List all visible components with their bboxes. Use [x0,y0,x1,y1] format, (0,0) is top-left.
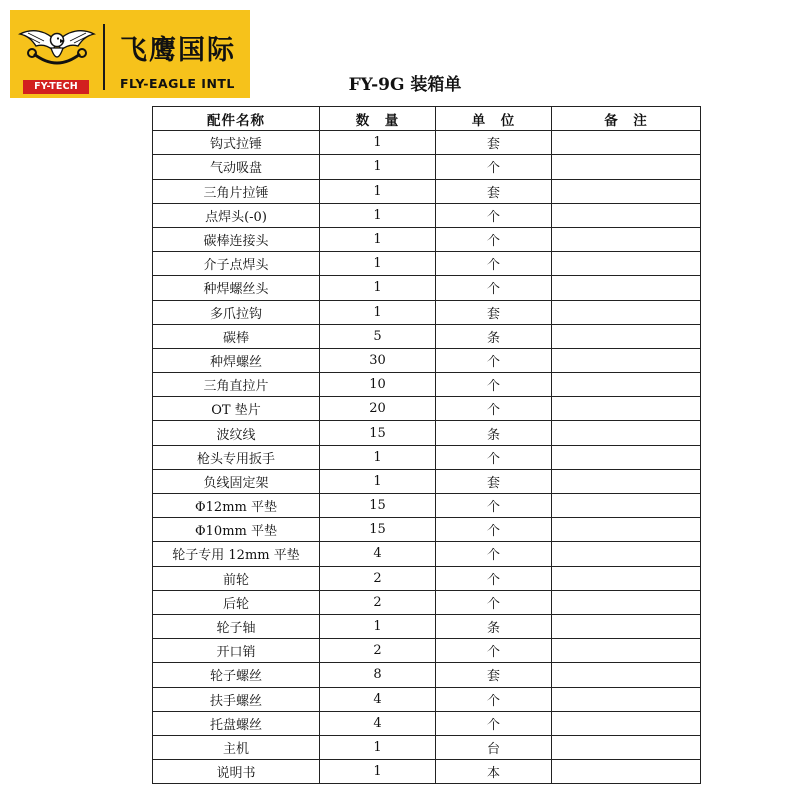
part-name-cell: 后轮 [153,590,320,614]
unit-cell: 个 [436,542,552,566]
remarks-cell [552,373,701,397]
header-part-name: 配件名称 [153,107,320,131]
unit-cell: 个 [436,227,552,251]
quantity-cell: 2 [320,590,436,614]
part-name-cell: 负线固定架 [153,469,320,493]
header-remarks: 备 注 [552,107,701,131]
unit-cell: 个 [436,373,552,397]
quantity-cell: 2 [320,566,436,590]
quantity-cell: 15 [320,518,436,542]
remarks-cell [552,639,701,663]
table-row [153,590,701,614]
remarks-cell [552,760,701,784]
remarks-cell [552,324,701,348]
quantity-cell: 1 [320,735,436,759]
remarks-cell [552,687,701,711]
quantity-cell: 10 [320,373,436,397]
company-name-en: FLY-EAGLE INTL [120,76,235,91]
table-row [153,227,701,251]
table-row [153,735,701,759]
table-header-row [153,107,701,131]
table-row [153,421,701,445]
remarks-cell [552,494,701,518]
unit-cell: 条 [436,614,552,638]
unit-cell: 个 [436,397,552,421]
remarks-cell [552,421,701,445]
table-row [153,663,701,687]
part-name-cell: 气动吸盘 [153,155,320,179]
part-name-cell: OT 垫片 [153,397,320,421]
unit-cell: 个 [436,494,552,518]
remarks-cell [552,276,701,300]
company-name-cn: 飞鹰国际 [120,35,236,66]
remarks-cell [552,252,701,276]
table-row [153,348,701,372]
part-name-cell: 钩式拉锤 [153,131,320,155]
remarks-cell [552,614,701,638]
part-name-cell: 种焊螺丝头 [153,276,320,300]
quantity-cell: 1 [320,179,436,203]
unit-cell: 个 [436,518,552,542]
unit-cell: 个 [436,203,552,227]
quantity-cell: 4 [320,687,436,711]
packing-list-table [152,106,701,784]
unit-cell: 套 [436,663,552,687]
quantity-cell: 15 [320,421,436,445]
remarks-cell [552,711,701,735]
remarks-cell [552,590,701,614]
unit-cell: 个 [436,155,552,179]
table-row [153,711,701,735]
unit-cell: 个 [436,566,552,590]
unit-cell: 个 [436,590,552,614]
header-unit: 单 位 [436,107,552,131]
unit-cell: 套 [436,469,552,493]
quantity-cell: 1 [320,469,436,493]
remarks-cell [552,397,701,421]
part-name-cell: 主机 [153,735,320,759]
unit-cell: 本 [436,760,552,784]
part-name-cell: 点焊头(-0) [153,203,320,227]
table-row [153,397,701,421]
part-name-cell: 前轮 [153,566,320,590]
table-row [153,469,701,493]
unit-cell: 套 [436,300,552,324]
unit-cell: 个 [436,445,552,469]
part-name-cell: 扶手螺丝 [153,687,320,711]
remarks-cell [552,203,701,227]
quantity-cell: 1 [320,760,436,784]
unit-cell: 个 [436,639,552,663]
remarks-cell [552,131,701,155]
part-name-cell: 轮子专用 12mm 平垫 [153,542,320,566]
unit-cell: 个 [436,687,552,711]
table-row [153,639,701,663]
header-quantity: 数 量 [320,107,436,131]
part-name-cell: 枪头专用扳手 [153,445,320,469]
eagle-wrench-emblem-icon [18,24,96,74]
unit-cell: 套 [436,131,552,155]
quantity-cell: 5 [320,324,436,348]
table-row [153,203,701,227]
part-name-cell: 说明书 [153,760,320,784]
remarks-cell [552,518,701,542]
quantity-cell: 2 [320,639,436,663]
remarks-cell [552,300,701,324]
table-row [153,518,701,542]
unit-cell: 个 [436,252,552,276]
table-row [153,179,701,203]
table-row [153,276,701,300]
remarks-cell [552,348,701,372]
remarks-cell [552,542,701,566]
table-row [153,687,701,711]
unit-cell: 条 [436,421,552,445]
company-logo [10,10,250,98]
unit-cell: 套 [436,179,552,203]
table-row [153,566,701,590]
table-row [153,445,701,469]
unit-cell: 个 [436,276,552,300]
remarks-cell [552,445,701,469]
brand-badge: FY-TECH [23,80,89,94]
part-name-cell: 轮子螺丝 [153,663,320,687]
quantity-cell: 15 [320,494,436,518]
table-row [153,373,701,397]
unit-cell: 个 [436,711,552,735]
quantity-cell: 1 [320,445,436,469]
remarks-cell [552,469,701,493]
remarks-cell [552,663,701,687]
part-name-cell: 介子点焊头 [153,252,320,276]
quantity-cell: 1 [320,155,436,179]
quantity-cell: 1 [320,276,436,300]
quantity-cell: 30 [320,348,436,372]
quantity-cell: 1 [320,131,436,155]
remarks-cell [552,227,701,251]
part-name-cell: 碳棒连接头 [153,227,320,251]
table-row [153,155,701,179]
part-name-cell: 种焊螺丝 [153,348,320,372]
part-name-cell: 三角直拉片 [153,373,320,397]
unit-cell: 个 [436,348,552,372]
part-name-cell: Φ10mm 平垫 [153,518,320,542]
table-row [153,324,701,348]
quantity-cell: 20 [320,397,436,421]
unit-cell: 台 [436,735,552,759]
part-name-cell: 碳棒 [153,324,320,348]
part-name-cell: 波纹线 [153,421,320,445]
remarks-cell [552,735,701,759]
quantity-cell: 1 [320,203,436,227]
part-name-cell: 开口销 [153,639,320,663]
part-name-cell: 三角片拉锤 [153,179,320,203]
table-row [153,614,701,638]
part-name-cell: 托盘螺丝 [153,711,320,735]
quantity-cell: 1 [320,252,436,276]
remarks-cell [552,179,701,203]
quantity-cell: 1 [320,614,436,638]
table-row [153,760,701,784]
quantity-cell: 1 [320,227,436,251]
quantity-cell: 1 [320,300,436,324]
quantity-cell: 4 [320,542,436,566]
table-row [153,542,701,566]
table-row [153,131,701,155]
quantity-cell: 8 [320,663,436,687]
table-row [153,252,701,276]
logo-divider [103,24,105,90]
remarks-cell [552,155,701,179]
table-row [153,300,701,324]
document-title: FY-9G 装箱单 [348,75,462,95]
part-name-cell: 轮子轴 [153,614,320,638]
part-name-cell: Φ12mm 平垫 [153,494,320,518]
part-name-cell: 多爪拉钩 [153,300,320,324]
unit-cell: 条 [436,324,552,348]
remarks-cell [552,566,701,590]
quantity-cell: 4 [320,711,436,735]
table-row [153,494,701,518]
